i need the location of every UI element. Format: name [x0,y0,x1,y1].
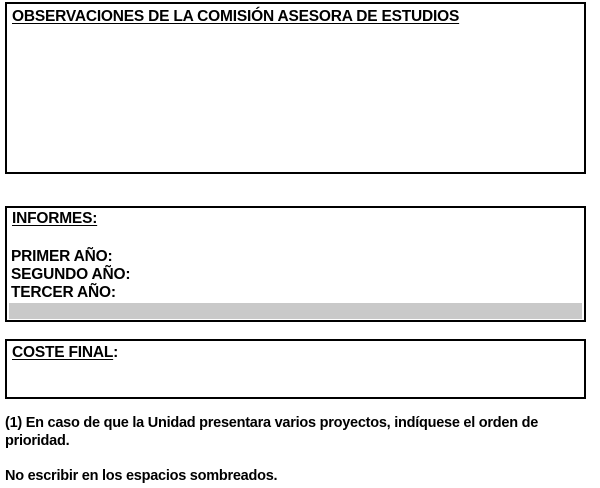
observaciones-title: OBSERVACIONES DE LA COMISIÓN ASESORA DE ESTUDIOS [12,8,460,25]
coste-final-colon: : [113,344,119,361]
informes-title: INFORMES: [12,210,98,227]
coste-final-box [5,339,586,399]
coste-final-title [12,344,118,362]
segundo-ano-label: SEGUNDO AÑO: [11,266,131,283]
coste-final-label: COSTE FINAL [12,344,114,361]
primer-ano-label: PRIMER AÑO: [11,248,113,265]
shaded-warning-note: No escribir en los espacios sombreados. [5,468,278,484]
observaciones-box [5,2,586,174]
shaded-area [9,303,582,319]
priority-note: (1) En caso de que la Unidad presentara varios proyectos, indíquese el orden de prioridad. [5,415,539,449]
tercer-ano-label: TERCER AÑO: [11,284,116,301]
informes-box [5,206,586,322]
